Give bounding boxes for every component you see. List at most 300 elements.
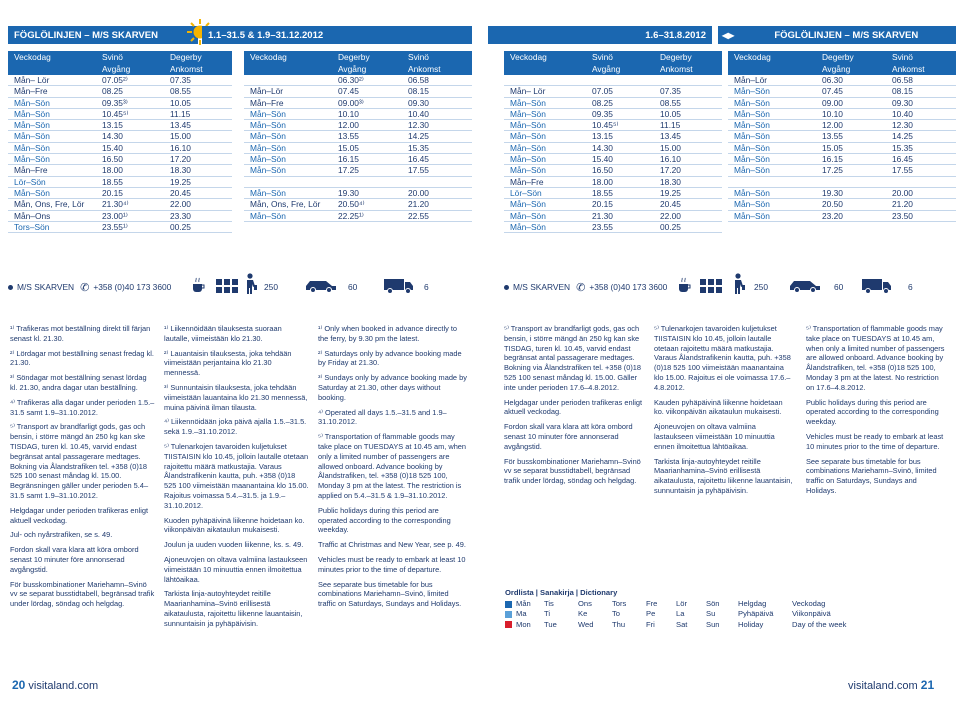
timetable-svino-degerby xyxy=(8,51,232,233)
arrival-cell: 12.30 xyxy=(892,120,913,131)
departure-cell: 10.10 xyxy=(822,108,843,119)
weekday-cell: Mån–Sön xyxy=(250,165,286,176)
dictionary-word: Fri xyxy=(646,619,655,629)
arrival-cell: 16.45 xyxy=(408,154,429,165)
weekday-cell xyxy=(244,75,332,85)
truck-icon xyxy=(384,278,414,294)
arrival-cell: 07.35 xyxy=(660,86,681,97)
weekday-cell: Mån– Lör xyxy=(510,86,546,97)
footnote: ³⁾ Sundays only by advance booking made by Saturday at 21.30, other days without booking. xyxy=(318,373,467,402)
right-page xyxy=(480,0,960,712)
table-row xyxy=(504,109,722,120)
footnote: Ajoneuvojen on oltava valmiina lastaukseen viimeistään 10 minuuttia ennen ilmoitettua lähtöaikaa. xyxy=(654,422,775,451)
arrival-cell: 22.00 xyxy=(660,210,681,221)
column-header: Degerby xyxy=(822,52,854,62)
coffee-icon xyxy=(192,277,206,293)
timetable-degerby-svino xyxy=(728,51,956,222)
footnote: Vehicles must be ready to embark at least 10 minutes prior to the time of departure. xyxy=(806,431,944,451)
dictionary-word: La xyxy=(676,609,685,619)
weekday-cell: Mån–Sön xyxy=(734,199,770,210)
footnote: ⁵⁾ Transportation of flammable goods may take place on TUESDAYS at 10.45 am, when only a limited number of passengers are allowed onboard. Advance booking by Ålandstrafiken, tel. +358 (0)18 525 100, Monday 3 pm at the latest. No restriction on 17.6–4.8.2012. xyxy=(806,324,945,392)
arrival-cell: 19.25 xyxy=(660,187,681,198)
dictionary-word: Tors xyxy=(612,599,627,609)
footnotes-finnish xyxy=(654,324,794,501)
footnote: Public holidays during this period are operated according to the corresponding weekday. xyxy=(806,397,939,427)
departure-cell: 17.25 xyxy=(338,165,359,176)
departure-cell: 12.00 xyxy=(338,120,359,131)
arrival-cell: 09.30 xyxy=(892,97,913,108)
period-header xyxy=(202,26,472,44)
departure-cell: 18.55 xyxy=(102,176,123,187)
arrival-cell: 08.55 xyxy=(660,97,681,108)
weekday-cell: Mån–Sön xyxy=(734,210,770,221)
table-row xyxy=(504,98,722,109)
arrival-cell: 10.05 xyxy=(660,108,681,119)
table-row xyxy=(244,86,472,97)
table-row xyxy=(728,86,956,97)
arrival-cell: 22.55 xyxy=(408,210,429,221)
route-header xyxy=(718,26,956,44)
dictionary-word: Tis xyxy=(544,599,554,609)
table-row xyxy=(504,188,722,199)
arrival-cell: 00.25 xyxy=(170,221,191,232)
column-header: Veckodag xyxy=(510,52,547,62)
truck-capacity: 6 xyxy=(908,282,913,292)
truck-capacity: 6 xyxy=(424,282,429,292)
table-row xyxy=(8,165,232,176)
car-icon xyxy=(304,279,338,293)
footnote: Helgdagar under perioden trafikeras enligt aktuell veckodag. xyxy=(10,505,149,525)
truck-icon xyxy=(862,278,892,294)
departure-cell: 13.15 xyxy=(102,120,123,131)
dictionary-word: Tue xyxy=(544,619,557,629)
departure-cell: 07.05 xyxy=(592,86,613,97)
departure-cell: 15.40 xyxy=(102,142,123,153)
column-header xyxy=(8,63,96,75)
weekday-cell xyxy=(504,75,586,85)
departure-cell: 13.55 xyxy=(338,131,359,142)
weekday-cell: Mån–Sön xyxy=(14,142,50,153)
departure-cell xyxy=(332,177,402,187)
footnote: ¹⁾ Only when booked in advance directly to the ferry, by 9.30 pm the latest. xyxy=(318,324,458,343)
arrival-cell: 21.20 xyxy=(408,199,429,210)
weekday-cell: Mån–Sön xyxy=(734,86,770,97)
footnotes-finnish xyxy=(164,324,309,634)
header-row xyxy=(728,51,956,63)
footnote: För busskombinationer Mariehamn–Svinö vv se separat busstidtabell, begränsad trafik under lördag, söndag och helgdag. xyxy=(10,579,155,609)
route-header xyxy=(8,26,198,44)
table-row xyxy=(244,143,472,154)
dictionary-word: Pe xyxy=(646,609,656,619)
arrival-cell: 20.00 xyxy=(892,187,913,198)
weekday-cell: Mån–Sön xyxy=(734,187,770,198)
column-header: Svinö xyxy=(102,52,123,62)
weekday-cell: Mån–Sön xyxy=(14,187,50,198)
table-row xyxy=(8,154,232,165)
dictionary-word: Su xyxy=(706,609,716,619)
arrival-cell: 23.50 xyxy=(892,210,913,221)
departure-cell: 21.30 xyxy=(592,210,613,221)
departure-cell: 16.50 xyxy=(592,165,613,176)
dictionary-word: Ti xyxy=(544,609,551,619)
subheader-row xyxy=(244,63,472,75)
arrival-cell: 06.58 xyxy=(408,75,429,85)
footnote: See separate bus timetable for bus combinations Mariehamn–Svinö, limited traffic on Saturdays, Sundays and Holidays. xyxy=(318,579,462,609)
weekday-cell: Mån–Fre xyxy=(250,97,284,108)
departure-cell: 15.40 xyxy=(592,154,613,165)
weekday-cell: Mån–Ons xyxy=(14,210,51,221)
weekday-cell: Mån–Sön xyxy=(250,142,286,153)
timetable-svino-degerby xyxy=(504,51,722,233)
arrival-cell: 12.30 xyxy=(408,120,429,131)
header-row xyxy=(244,51,472,63)
departure-cell: 10.45⁵⁾ xyxy=(592,120,619,131)
arrival-cell: 15.00 xyxy=(170,131,191,142)
table-row xyxy=(244,199,472,210)
period-label: 1.6–31.8.2012 xyxy=(645,29,706,41)
column-header xyxy=(504,63,586,75)
arrival-cell: 15.35 xyxy=(892,142,913,153)
dictionary-word: Holiday xyxy=(738,619,764,629)
departure-cell: 14.30 xyxy=(592,142,613,153)
arrival-cell: 20.00 xyxy=(408,187,429,198)
table-row xyxy=(504,154,722,165)
table-row xyxy=(244,177,472,188)
arrival-cell: 09.30 xyxy=(408,97,429,108)
footnote: ⁴⁾ Liikennöidään joka päivä ajalla 1.5.–31.5. sekä 1.9.–31.10.2012. xyxy=(164,417,307,437)
footnote: Kauden pyhäpäivinä liikenne hoidetaan ko. viikonpäivän aikataulun mukaisesti. xyxy=(654,397,783,417)
dictionary-word: Sat xyxy=(676,619,688,629)
departure-cell: 23.20 xyxy=(822,210,843,221)
departure-cell: 18.00 xyxy=(102,165,123,176)
weekday-cell: Mån–Sön xyxy=(14,97,50,108)
departure-cell: 16.50 xyxy=(102,154,123,165)
table-header xyxy=(8,51,232,75)
footnotes-swedish xyxy=(10,324,155,614)
weekday-cell xyxy=(728,177,816,187)
footnote: Helgdagar under perioden trafikeras enligt aktuell veckodag. xyxy=(504,397,643,417)
arrival-cell: 10.40 xyxy=(408,108,429,119)
arrival-cell xyxy=(654,75,722,85)
arrival-cell: 10.05 xyxy=(170,97,191,108)
column-header: Veckodag xyxy=(14,52,51,62)
table-row xyxy=(8,199,232,210)
arrival-cell: 18.30 xyxy=(660,176,681,187)
page-number: 21 xyxy=(920,678,935,692)
footnote: ¹⁾ Trafikeras mot beställning direkt till färjan senast kl. 21.30. xyxy=(10,324,151,343)
arrival-cell: 15.00 xyxy=(660,142,681,153)
phone-icon: ✆ xyxy=(80,281,90,294)
departure-cell: 19.30 xyxy=(338,187,359,198)
dictionary-word: Veckodag xyxy=(792,599,826,609)
weekday-cell: Mån–Sön xyxy=(734,165,770,176)
footnote: Public holidays during this period are operated according to the corresponding weekday. xyxy=(318,505,451,535)
weekday-cell: Mån–Sön xyxy=(250,131,286,142)
footnote: Joulun ja uuden vuoden liikenne, ks. s. 49. xyxy=(164,540,304,550)
restaurant-icon xyxy=(700,279,724,293)
departure-cell: 20.15 xyxy=(592,199,613,210)
table-row xyxy=(244,131,472,142)
color-swatch xyxy=(505,611,512,618)
departure-cell: 19.30 xyxy=(822,187,843,198)
arrival-cell: 19.25 xyxy=(170,176,191,187)
footnote: ⁴⁾ Operated all days 1.5.–31.5 and 1.9–31.10.2012. xyxy=(318,407,447,427)
table-row xyxy=(728,154,956,165)
arrival-cell: 16.45 xyxy=(892,154,913,165)
period-label: 1.1–31.5 & 1.9–31.12.2012 xyxy=(208,29,324,41)
column-header: Avgång xyxy=(592,64,621,74)
weekday-cell: Mån–Sön xyxy=(734,97,770,108)
weekday-cell: Mån–Sön xyxy=(510,131,546,142)
dictionary-word: Mån xyxy=(516,599,531,609)
footnote: ³⁾ Sunnuntaisin tilauksesta, joka tehdään viimeistään lauantaina klo 21.30 mennessä, muina päivinä ilman tilausta. xyxy=(164,382,308,412)
table-row xyxy=(504,131,722,142)
route-title: FÖGLÖLINJEN – M/S SKARVEN xyxy=(774,29,919,41)
table-row xyxy=(728,143,956,154)
passenger-icon xyxy=(244,273,258,295)
table-row xyxy=(504,143,722,154)
departure-cell: 23.00¹⁾ xyxy=(102,210,128,221)
footnote: Fordon skall vara klara att köra ombord senast 10 minuter före annonserad avgångstid. xyxy=(504,422,633,451)
departure-cell: 16.15 xyxy=(338,154,359,165)
weekday-cell: Mån–Sön xyxy=(734,131,770,142)
weekday-cell: Mån, Ons, Fre, Lör xyxy=(14,199,85,210)
dictionary-word: Pyhäpäivä xyxy=(738,609,774,619)
bullet-icon xyxy=(504,285,509,290)
dictionary-word: Thu xyxy=(612,619,626,629)
weekday-cell: Mån–Sön xyxy=(14,154,50,165)
weekday-cell: Mån, Ons, Fre, Lör xyxy=(250,199,321,210)
footnote: ⁵⁾ Transport av brandfarligt gods, gas och bensin, i större mängd än 250 kg kan ske TISDAG, turen kl. 10.45, varvid endast begränsat antal passagerare medtages. Bokning via Ålandstrafiken tel. +358 (0)18 525 100 senast måndag kl. 15.00. Gäller inte under perioden 17.6–4.8.2012. xyxy=(504,324,642,392)
departure-cell: 17.25 xyxy=(822,165,843,176)
weekday-cell: Mån–Sön xyxy=(14,108,50,119)
weekday-cell: Tors–Sön xyxy=(14,221,50,232)
table-header xyxy=(504,51,722,75)
dictionary-word: Sön xyxy=(706,599,720,609)
table-row xyxy=(728,188,956,199)
restaurant-icon xyxy=(216,279,240,293)
column-header: Degerby xyxy=(338,52,370,62)
arrival-cell: 08.15 xyxy=(892,86,913,97)
departure-cell: 18.55 xyxy=(592,187,613,198)
arrival-cell: 08.15 xyxy=(408,86,429,97)
column-header: Degerby xyxy=(660,52,692,62)
passenger-capacity: 250 xyxy=(754,282,768,292)
column-header: Ankomst xyxy=(660,64,693,74)
arrival-cell: 10.40 xyxy=(892,108,913,119)
weekday-cell: Lör–Sön xyxy=(510,187,542,198)
footnote: ⁵⁾ Transport av brandfarligt gods, gas och bensin, i större mängd än 250 kg kan ske TISDAG, turen kl. 10.45, varvid endast begränsat antal passagerare medtages. Bokning via Ålandstrafiken tel. +358 (0)18 525 100 senast måndag kl. 15.00. Begränsningen gäller under perioden 5.4–31.5 samt 1.9–31.10.2012. xyxy=(10,422,149,500)
weekday-cell: Mån–Sön xyxy=(510,120,546,131)
table-row xyxy=(8,222,232,233)
arrival-cell: 16.10 xyxy=(660,154,681,165)
table-row xyxy=(504,165,722,176)
passenger-icon xyxy=(732,273,746,295)
footnote: ²⁾ Lauantaisin tilauksesta, joka tehdään viimeistään perjantaina klo 21.30 mennessä. xyxy=(164,348,292,378)
table-row xyxy=(244,154,472,165)
weekday-cell: Mån–Sön xyxy=(510,97,546,108)
departure-cell: 06.30 xyxy=(822,75,843,85)
footnote: ⁵⁾ Tulenarkojen tavaroiden kuljetukset TIISTAISIN klo 10.45, jolloin lautalle otetaan rajoitettu määrä matkustajia. Varaus Ålandstrafikenin kautta, puh. +358 (0)18 525 100 viimeistään maanantaina klo 15.00. Rajoitus ei ole voimassa 17.6.–4.8.2012. xyxy=(654,324,791,392)
arrival-cell xyxy=(886,177,956,187)
table-row xyxy=(8,177,232,188)
table-row xyxy=(8,86,232,97)
footnote: Ajoneuvojen on oltava valmiina lastaukseen viimeistään 10 minuuttia ennen ilmoitettua lähtöaikaa. xyxy=(164,554,308,584)
departure-cell: 09.00 xyxy=(822,97,843,108)
footnote: ⁵⁾ Transportation of flammable goods may take place on TUESDAYS at 10.45 am, when only a limited number of passengers are allowed onboard. Advance booking by Ålandstrafiken, tel. +358 (0)18 525 100, Monday 3 pm at the latest. The restriction is applied on 5.4.–31.5 & 1.9–31.10.2012. xyxy=(318,432,467,500)
arrival-cell: 17.20 xyxy=(660,165,681,176)
dictionary-word: Sun xyxy=(706,619,720,629)
ship-name: M/S SKARVEN xyxy=(513,282,571,292)
footnote: Vehicles must be ready to embark at least 10 minutes prior to the time of departure. xyxy=(318,554,466,574)
column-header: Svinö xyxy=(592,52,613,62)
departure-cell: 10.45⁵⁾ xyxy=(102,108,129,119)
arrival-cell: 13.45 xyxy=(170,120,191,131)
footnote: För busskombinationer Mariehamn–Svinö vv se separat busstidtabell, begränsad trafik under lördag, söndag och helgdag. xyxy=(504,456,641,486)
footnote: ⁵⁾ Tulenarkojen tavaroiden kuljetukset TIISTAISIN klo 10.45, jolloin lautalle otetaan rajoitettu määrä matkustajia. Varaus Ålandstrafikenin kautta, puh. +358 (0)18 525 100 viimeistään maanantaina klo 15.00. Rajoitus voimassa 5.4.–31.5. ja 1.9.–31.10.2012. xyxy=(164,441,309,510)
table-row xyxy=(728,165,956,176)
arrival-cell: 22.00 xyxy=(170,199,191,210)
arrival-cell: 14.25 xyxy=(892,131,913,142)
footnote: Tarkista linja-autoyhteydet reitille Maarianhamina–Svinö erillisestä aikataulusta, rajoitettu liikenne lauantaisin, sunnuntaisin ja pyhäpäivisin. xyxy=(654,456,793,495)
column-header: Svinö xyxy=(892,52,913,62)
phone-icon: ✆ xyxy=(576,281,586,294)
color-swatch xyxy=(505,601,512,608)
footnote: ¹⁾ Liikennöidään tilauksesta suoraan lautalle, viimeistään klo 21.30. xyxy=(164,324,282,343)
arrival-cell: 23.30 xyxy=(170,210,191,221)
weekday-cell: Mån–Sön xyxy=(734,142,770,153)
arrival-cell: 17.55 xyxy=(892,165,913,176)
footnote: Tarkista linja-autoyhteydet reitille Maarianhamina–Svinö erillisestä aikataulusta, rajoitettu liikenne lauantaisin, sunnuntaisin ja pyhäpäivisin. xyxy=(164,589,303,628)
dictionary-word: Helgdag xyxy=(738,599,767,609)
dictionary-word: Viikonpäivä xyxy=(792,609,831,619)
column-header: Veckodag xyxy=(734,52,771,62)
departure-cell: 20.50 xyxy=(822,199,843,210)
dictionary-word: Mon xyxy=(516,619,531,629)
weekday-cell xyxy=(244,177,332,187)
weekday-cell: Mån–Sön xyxy=(510,142,546,153)
weekday-cell: Mån–Sön xyxy=(510,108,546,119)
car-icon xyxy=(788,279,822,293)
table-row xyxy=(8,109,232,120)
weekday-cell: Mån–Sön xyxy=(734,154,770,165)
dictionary-title: Ordlista | Sanakirja | Dictionary xyxy=(505,588,618,597)
bullet-icon xyxy=(8,285,13,290)
departure-cell: 20.15 xyxy=(102,187,123,198)
weekday-cell: Mån–Sön xyxy=(250,108,286,119)
departure-cell: 07.05²⁾ xyxy=(102,75,128,85)
dictionary-word: Ons xyxy=(578,599,592,609)
departure-cell: 10.10 xyxy=(338,108,359,119)
table-row xyxy=(244,188,472,199)
table-row xyxy=(504,86,722,97)
table-row xyxy=(8,143,232,154)
table-header xyxy=(728,51,956,75)
departure-cell: 18.00 xyxy=(592,176,613,187)
table-row xyxy=(504,177,722,188)
table-row xyxy=(244,109,472,120)
dictionary-row xyxy=(505,620,862,630)
weekday-cell: Mån– Lör xyxy=(14,75,50,85)
departure-cell: 14.30 xyxy=(102,131,123,142)
arrival-cell: 11.15 xyxy=(660,120,681,131)
arrival-cell: 11.15 xyxy=(170,108,191,119)
subheader-row xyxy=(8,63,232,75)
table-row xyxy=(728,98,956,109)
departure-cell: 15.05 xyxy=(338,142,359,153)
prev-arrow-icon: ◀ xyxy=(722,30,729,40)
table-row xyxy=(728,120,956,131)
page-footer xyxy=(848,678,934,692)
departure-cell: 12.00 xyxy=(822,120,843,131)
departure-cell: 21.30⁴⁾ xyxy=(102,199,129,210)
footnotes-swedish xyxy=(504,324,644,491)
table-row xyxy=(504,75,722,86)
dictionary-word: Ke xyxy=(578,609,588,619)
timetable-degerby-svino xyxy=(244,51,472,222)
weekday-cell: Mån–Sön xyxy=(250,120,286,131)
weekday-cell: Mån–Fre xyxy=(510,176,544,187)
departure-cell: 20.50⁴⁾ xyxy=(338,199,365,210)
weekday-cell: Mån–Fre xyxy=(14,86,48,97)
departure-cell: 09.00³⁾ xyxy=(338,97,364,108)
table-row xyxy=(504,120,722,131)
ship-name: M/S SKARVEN xyxy=(17,282,75,292)
arrival-cell xyxy=(402,177,472,187)
table-row xyxy=(728,211,956,222)
departure-cell: 22.25¹⁾ xyxy=(338,210,364,221)
column-header: Avgång xyxy=(338,64,367,74)
table-row xyxy=(728,109,956,120)
table-row xyxy=(8,98,232,109)
next-arrow-icon: ▶ xyxy=(728,30,735,40)
route-title: FÖGLÖLINJEN – M/S SKARVEN xyxy=(14,29,158,41)
column-header xyxy=(728,63,816,75)
arrival-cell: 13.45 xyxy=(660,131,681,142)
dictionary-word: To xyxy=(612,609,621,619)
footnotes-english xyxy=(318,324,468,614)
table-row xyxy=(244,211,472,222)
weekday-cell: Mån–Lör xyxy=(734,75,768,85)
site-url: visitaland.com xyxy=(28,680,99,692)
dictionary-word: Day of the week xyxy=(792,619,847,629)
footnote: Jul- och nyårstrafiken, se s. 49. xyxy=(10,530,113,540)
departure-cell: 08.25 xyxy=(102,86,123,97)
phone-number: +358 (0)40 173 3600 xyxy=(93,282,172,292)
table-row xyxy=(244,75,472,86)
table-row xyxy=(8,75,232,86)
weekday-cell: Mån–Sön xyxy=(734,120,770,131)
departure-cell: 15.05 xyxy=(822,142,843,153)
period-header xyxy=(488,26,712,44)
subheader-row xyxy=(728,63,956,75)
column-header: Avgång xyxy=(822,64,851,74)
footnote: ²⁾ Lördagar mot beställning senast fredag kl. 21.30. xyxy=(10,348,154,368)
vessel-info-row xyxy=(504,276,944,298)
column-header: Ankomst xyxy=(408,64,441,74)
page-footer xyxy=(12,678,98,692)
site-url: visitaland.com xyxy=(848,680,918,692)
passenger-capacity: 250 xyxy=(264,282,278,292)
weekday-cell: Mån–Sön xyxy=(510,165,546,176)
footnote: Traffic at Christmas and New Year, see p. 49. xyxy=(318,540,466,550)
departure-cell xyxy=(816,177,886,187)
departure-cell: 23.55¹⁾ xyxy=(102,221,128,232)
header-row xyxy=(504,51,722,63)
table-row xyxy=(728,177,956,188)
weekday-cell: Mån–Fre xyxy=(14,165,48,176)
arrival-cell: 14.25 xyxy=(408,131,429,142)
